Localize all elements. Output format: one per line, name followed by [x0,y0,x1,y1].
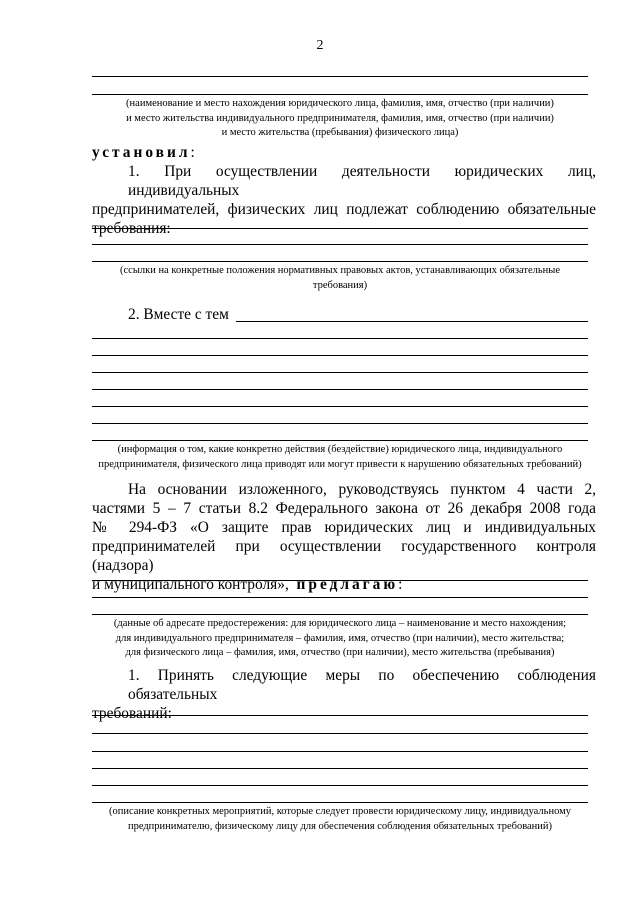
blank-line [92,785,588,786]
measures-line [92,666,596,704]
blank-line [92,597,588,598]
caption-line: требования) [312,279,368,291]
basis-text: На основании изложенного, руководствуясь пунктом 4 части 2, [128,481,596,498]
basis-text: предпринимателей при осуществлении государственного контроля (надзора) [92,538,596,574]
colon: : [190,144,195,161]
blank-line [236,321,588,322]
caption-line: и место жительства (пребывания) физического лица) [221,127,459,138]
basis-line-last [92,575,596,594]
blank-line [92,261,588,262]
blank-line [92,802,588,803]
caption-line: (данные об адресате предостережения: для юридического лица – наименование и место нахождения; [113,618,567,629]
caption-line: (наименование и место нахождения юридического лица, фамилия, имя, отчество (при наличии) [126,98,554,109]
caption-measures-description [92,805,588,834]
blank-line [92,244,588,245]
item1-paragraph [92,162,596,238]
item1-text: требования: [92,220,171,237]
blank-line [92,372,588,373]
caption-references [92,264,588,293]
caption-line: (ссылки на конкретные положения нормативных правовых актов, устанавливающих обязательные [120,265,560,276]
basis-line [92,480,596,499]
caption-information [86,443,594,472]
blank-line [92,423,588,424]
blank-line [92,338,588,339]
item1-text: 1. При осуществлении деятельности юридических лиц, индивидуальных [128,163,596,199]
item1-text: предпринимателей, физических лиц подлежат соблюдению обязательные [92,201,596,218]
blank-line [92,94,588,95]
basis-text: и муниципального контроля», [92,576,289,593]
basis-paragraph [92,480,596,594]
blank-line [92,751,588,752]
item2-label: 2. Вместе с тем [128,306,229,323]
caption-line: предпринимателю, физическому лицу для обеспечения соблюдения обязательных требований) [127,820,553,832]
heading-established: установил [92,144,191,161]
blank-line [92,389,588,390]
blank-line [92,440,588,441]
colon: : [398,576,403,593]
item1-line [92,162,596,200]
blank-line [92,355,588,356]
caption-line: и место жительства индивидуального предпринимателя, фамилия, имя, отчество (при наличии) [126,112,554,124]
blank-line [92,76,588,77]
heading-proposes: предлагаю [296,576,399,593]
established-heading [92,143,195,162]
caption-line: для физического лица – фамилия, имя, отчество (при наличии), место жительства (пребывания) [125,647,555,658]
caption-recipient-data [92,617,588,661]
measures-text: 1. Принять следующие меры по обеспечению соблюдения обязательных [128,667,596,703]
page-number: 2 [316,38,324,53]
blank-line [92,406,588,407]
caption-line: для индивидуального предпринимателя – фамилия, имя, отчество (при наличии), место жительства; [115,632,565,644]
blank-line [92,614,588,615]
measures-text: требований: [92,705,172,722]
blank-line [92,580,588,581]
caption-line: (описание конкретных мероприятий, которые следует провести юридическому лицу, индивидуальному [108,806,572,817]
blank-line [92,228,588,229]
basis-text: частями 5 – 7 статьи 8.2 Федерального закона от 26 декабря 2008 года [92,500,596,517]
caption-addressee [92,97,588,141]
caption-line: предпринимателя, физического лица приводят или могут привести к нарушению обязательных требований) [98,458,582,470]
blank-line [92,733,588,734]
basis-text: № 294-ФЗ «О защите прав юридических лиц и индивидуальных [92,519,596,536]
blank-line [92,715,588,716]
blank-line [92,768,588,769]
caption-line: (информация о том, какие конкретно действия (бездействие) юридического лица, индивидуального [117,444,563,455]
